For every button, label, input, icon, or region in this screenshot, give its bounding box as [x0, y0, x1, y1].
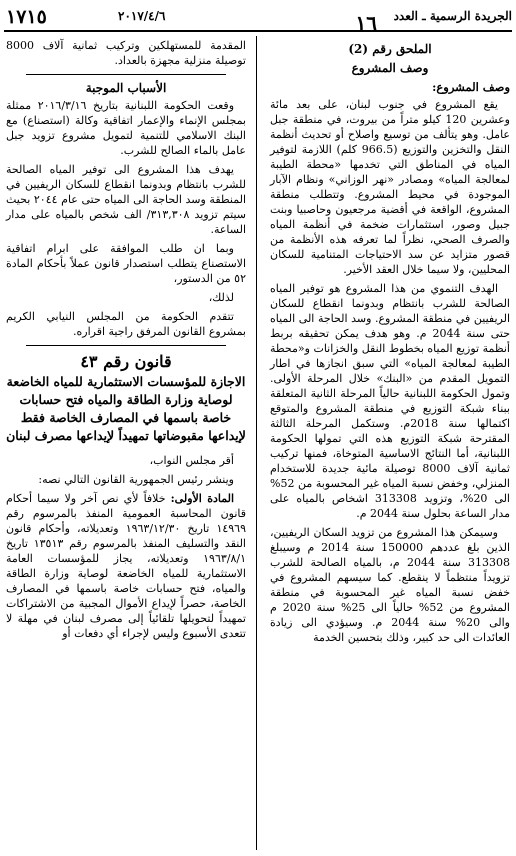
page-number: ١٧١٥	[6, 6, 47, 28]
parliament-line: أقر مجلس النواب،	[149, 454, 234, 467]
gazette-title: الجريدة الرسمية ـ العدد	[393, 9, 512, 23]
article-one	[6, 491, 246, 641]
separator	[26, 345, 226, 346]
article-label: المادة الأولى:	[170, 492, 234, 505]
project-paragraph-1: يقع المشروع في جنوب لبنان، على بعد مائة وعشرين 120 كيلو متراً من بيروت، في منطقة جبل عامل. وهو يتألف من توسيع واصلاح أو تحديث أنظمة النقل والتخزين والتوزيع (966.5 كلم) اللازمة لتوفير المياه في المناطق التي تخدمها «محطة الطيبة لمعالجة المياه» ومصادر «نهر الوزاني» ونظام الآبار الموجودة في محيط المشروع. وتتطلب منطقة المشروع، الواقعة في أقضية مرجعيون وحاصبيا وبنت جبيل وصور، استثمارات ضخمة في أنظمة المياه والصرف الصحي، نظراً لما تعرفه هذه الأنظمة من قصور متزايد عن سد الاحتياجات المتنامية للسكان المحليين، ولا سيما خلال العقد الأخير.	[270, 98, 510, 276]
law-body: الاجازة للمؤسسات الاستثمارية للمياه الخاضعة لوصاية وزارة الطاقة والمياه فتح حسابات خاصة باسمها في المصارف الخاصة فقط لإيداعها مقبوضاتها تمهيداً لإيداعها مصرف لبنان	[6, 374, 246, 443]
president-line: وينشر رئيس الجمهورية القانون التالي نصه:	[38, 473, 234, 486]
column-divider	[256, 36, 257, 850]
article-text: خلافاً لأي نص آخر ولا سيما أحكام قانون المحاسبة العمومية المنفذ بالمرسوم رقم ١٤٩٦٩ تاريخ ١٩٦٣/١٢/٣٠ وتعديلاته، وأحكام قانون النقد والتسليف المنفذ بالمرسوم رقم ١٣٥١٣ تاريخ ١٩٦٣/٨/١ وتعديلاته، يجاز للمؤسسات العامة الاستثمارية للمياه الخاضعة لوصاية وزارة الطاقة والمياه، فتح حسابات خاصة باسمها في المصارف الخاصة، حصراً لإيداع الأموال المجبية من الاشتراكات تمهيداً لتحويلها تلقائياً إلى مصرف لبنان في مهلة لا تتعدى الأسبوع وليس لإجراء أي دفعات أو	[6, 492, 246, 640]
project-paragraph-2: الهدف التنموي من هذا المشروع هو توفير المياه الصالحة للشرب بانتظام وبدونما انقطاع للسكان الريفيين في منطقة المشروع. وسد الحاجة الى المياه حتى سنة 2044 م. وهو هدف يمكن تحقيقه بربط أنظمة توزيع المياه بخطوط النقل والخزانات و«محطة الطيبة لمعالجة المياه» التي سبق انجازها في اطار التمويل المقدم من «البنك» خلال المرحلة الأولى. وتمول الحكومة اللبنانية حالياً المرحلة الثانية المتعلقة ببناء شبكة التوزيع في منطقة المشروع والمتوقع اكتمالها سنة 2018م. وستكمل المرحلة الثالثة المقترحة شبكة التوزيع هذه التي تمولها الحكومة اللبنانية، أما النتائج الاساسية المتوخاة، فمنها تركيب ثمانية آلاف 8000 توصيلة مائية جديدة للاستخدام المنزلي، وخفض نسبة المياه غير المحسوبة من 52% الى 20%، وتزويد 313308 اشخاص بالمياه على مدار الساعة بحلول سنة 2044 م.	[270, 282, 511, 520]
issue-number: ١٦	[355, 11, 377, 35]
annex-subtitle: وصف المشروع	[351, 61, 429, 75]
reason-paragraph: لذلك،	[208, 291, 234, 304]
issue-date: ٢٠١٧/٤/٦	[118, 9, 166, 23]
annex-heading: الملحق رقم (2)	[348, 42, 432, 56]
law-title: قانون رقم ٤٣	[80, 352, 172, 371]
separator	[26, 74, 226, 75]
left-column	[6, 38, 246, 645]
header-rule	[4, 30, 512, 32]
intro-text: المقدمة للمستهلكين وتركيب ثمانية آلاف 8000 توصيلة منزلية مجهزة بالعداد.	[6, 39, 246, 67]
project-paragraph-3: وسيمكن هذا المشروع من تزويد السكان الريفيين، الذين بلغ عددهم 150000 سنة 2014 م وسيبلغ 313308 سنة 2044 م، بالمياه الصالحة للشرب تزويداً منتظماً لا ينقطع. كما سيسهم المشروع في خفض نسبة المياه غير المحسوبة في منطقة المشروع من 52% حالياً الى 25% سنة 2020 م والى 20% سنة 2044 م. وسيؤدي الى زيادة العائدات الى حد كبير، وذلك بتحسين الخدمة	[270, 526, 510, 644]
reason-paragraph: تتقدم الحكومة من المجلس النيابي الكريم بمشروع القانون المرفق راجية اقراره.	[6, 310, 246, 338]
reason-paragraph: وبما ان طلب الموافقة على ابرام اتفاقية الاستصناع يتطلب استصدار قانون عملاً بأحكام المادة ٥٢ من الدستور،	[6, 242, 246, 285]
right-column	[270, 38, 510, 649]
page-header	[4, 6, 512, 35]
reason-paragraph: يهدف هذا المشروع الى توفير المياه الصالحة للشرب بانتظام وبدونما انقطاع للسكان الريفيين في المنطقة وسد الحاجة الى المياه حتى عام ٢٠٤٤ بحيث سيتم تزويد ٣١٣,٣٠٨/ الف شخص بالمياه على مدار الساعة.	[6, 163, 246, 236]
reasons-heading: الأسباب الموجبة	[85, 81, 167, 95]
section-label: وصف المشروع:	[432, 80, 510, 94]
reason-paragraph: وقعت الحكومة اللبنانية بتاريخ ٢٠١٦/٣/١٦ ممثلة بمجلس الإنماء والإعمار اتفاقية وكالة (استصناع) مع البنك الاسلامي للتنمية لتمويل مشروع تزويد جبل عامل بالماء الصالح للشرب.	[6, 99, 246, 157]
